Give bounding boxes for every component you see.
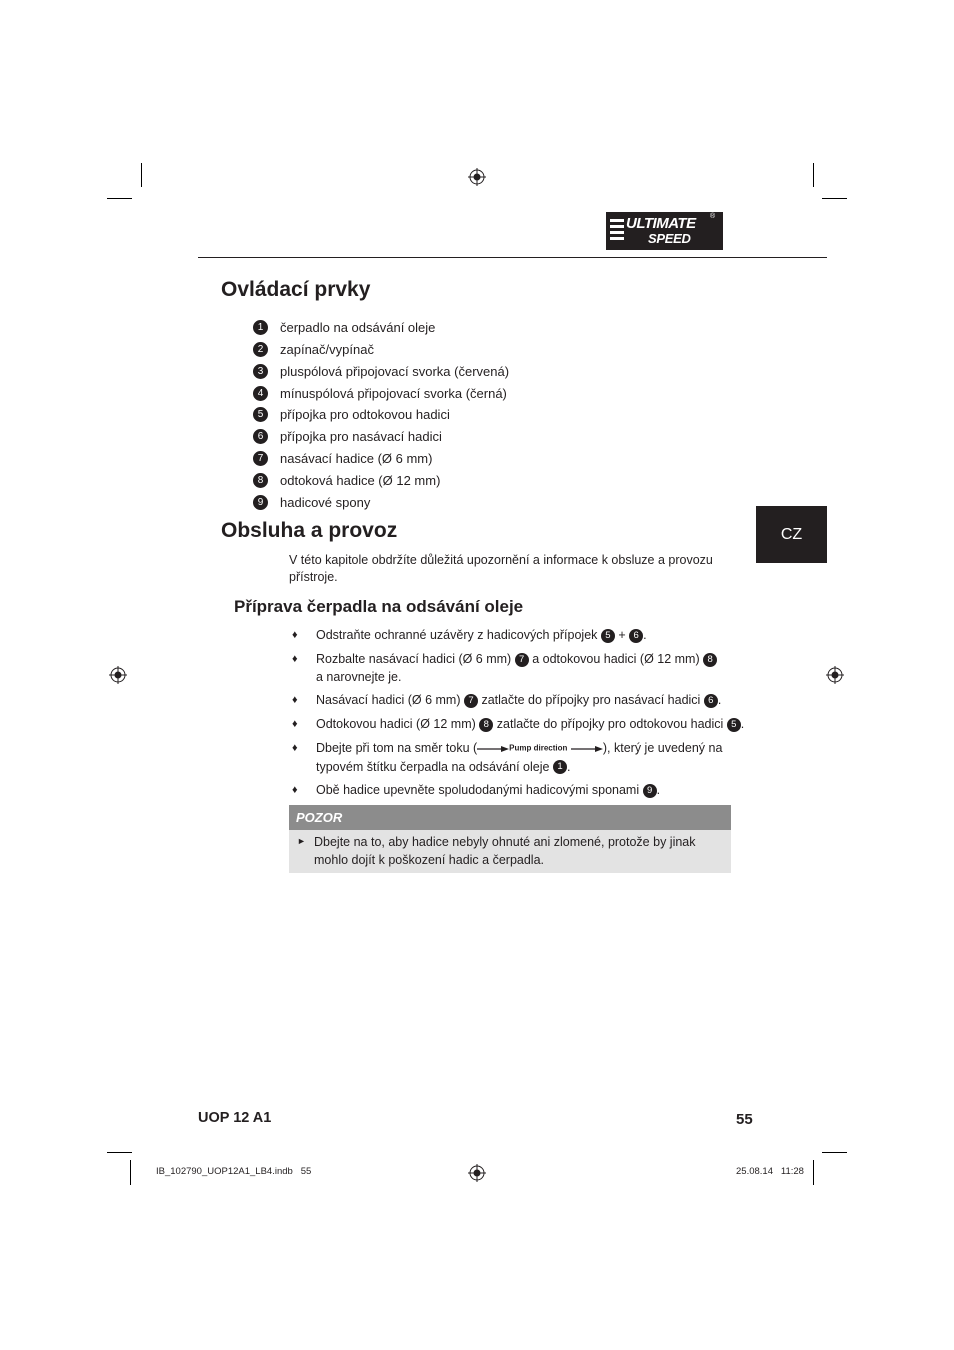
- registration-mark-icon: [468, 168, 486, 186]
- step-text: a odtokovou hadici (Ø 12 mm): [532, 652, 700, 666]
- pump-direction-label: Pump direction: [509, 743, 568, 753]
- part-label: čerpadlo na odsávání oleje: [280, 320, 436, 335]
- crop-mark: [107, 198, 132, 199]
- step-end: .: [643, 628, 647, 642]
- part-number-badge: 8: [479, 718, 493, 732]
- part-number-badge: 5: [253, 407, 268, 422]
- registration-mark-icon: [468, 1164, 486, 1182]
- bullet-icon: ♦: [292, 629, 298, 641]
- page-number: 55: [736, 1111, 753, 1128]
- logo-stripes: [610, 219, 624, 243]
- warning-title: POZOR: [296, 810, 343, 825]
- step-end: .: [656, 783, 661, 797]
- bullet-icon: ♦: [292, 653, 298, 665]
- part-number-badge: 5: [601, 629, 615, 643]
- heading-controls: Ovládací prvky: [221, 278, 371, 301]
- part-number-badge: 8: [703, 653, 717, 667]
- heading-operation: Obsluha a provoz: [221, 519, 398, 542]
- part-label: hadicové spony: [280, 495, 371, 510]
- part-number-badge: 6: [629, 629, 643, 643]
- step-text: Rozbalte nasávací hadici (Ø 6 mm): [316, 652, 512, 666]
- step-text: zatlačte do přípojky pro odtokovou hadici: [496, 717, 724, 731]
- part-number-badge: 1: [553, 760, 567, 774]
- crop-mark: [813, 163, 814, 187]
- step-text: Dbejte při tom na směr toku (: [316, 741, 478, 755]
- language-tab: CZ: [756, 506, 827, 563]
- step-end: .: [717, 693, 722, 707]
- part-number-badge: 7: [515, 653, 529, 667]
- bullet-icon: ♦: [292, 718, 298, 730]
- part-label: přípojka pro nasávací hadici: [280, 429, 442, 444]
- arrow-bullet-icon: ►: [297, 836, 306, 846]
- header-rule: [198, 257, 827, 258]
- part-number-badge: 9: [643, 784, 657, 798]
- part-number-badge: 7: [253, 451, 268, 466]
- part-label: přípojka pro odtokovou hadici: [280, 407, 450, 422]
- part-label: nasávací hadice (Ø 6 mm): [280, 451, 433, 466]
- warning-text: Dbejte na to, aby hadice nebyly ohnuté ani zlomené, protože by jinak mohlo dojít k poškození hadic a čerpadla.: [314, 835, 696, 867]
- crop-mark: [822, 1152, 847, 1153]
- step-end: .: [740, 717, 745, 731]
- step-text: Odstraňte ochranné uzávěry z hadicových přípojek: [316, 628, 598, 642]
- footer-model: UOP 12 A1: [198, 1110, 272, 1126]
- crop-mark: [813, 1160, 814, 1185]
- warning-header: [289, 805, 731, 830]
- crop-mark: [107, 1152, 132, 1153]
- crop-mark: [822, 198, 847, 199]
- part-label: zapínač/vypínač: [280, 342, 374, 357]
- bullet-icon: ♦: [292, 742, 298, 754]
- part-number-badge: 4: [253, 386, 268, 401]
- step-text: Obě hadice upevněte spoludodanými hadicovými sponami: [316, 783, 640, 797]
- step-end: .: [566, 759, 571, 774]
- flow-arrow-icon: [477, 745, 509, 753]
- step-text: ), který je uvedený na typovém štítku čerpadla na odsávání oleje: [316, 741, 723, 774]
- brand-logo: [606, 212, 723, 250]
- warning-body: [289, 830, 731, 873]
- part-number-badge: 9: [253, 495, 268, 510]
- heading-preparation: Příprava čerpadla na odsávání oleje: [234, 597, 524, 616]
- step-text: a narovnejte je.: [316, 670, 402, 684]
- part-number-badge: 6: [704, 694, 718, 708]
- part-number-badge: 3: [253, 364, 268, 379]
- part-number-badge: 1: [253, 320, 268, 335]
- logo-registered: ®: [710, 213, 716, 220]
- registration-mark-icon: [826, 666, 844, 684]
- step-plus: +: [618, 628, 626, 642]
- part-number-badge: 7: [464, 694, 478, 708]
- crop-mark: [130, 1160, 131, 1185]
- crop-mark: [141, 163, 142, 187]
- date-slug: 25.08.14 11:28: [736, 1166, 804, 1177]
- part-number-badge: 5: [727, 718, 741, 732]
- step-text: Nasávací hadici (Ø 6 mm): [316, 693, 461, 707]
- bullet-icon: ♦: [292, 784, 298, 796]
- file-slug: IB_102790_UOP12A1_LB4.indb 55: [156, 1166, 312, 1177]
- step-text: zatlačte do přípojky pro nasávací hadici: [481, 693, 701, 707]
- step-text: Odtokovou hadici (Ø 12 mm): [316, 717, 476, 731]
- part-number-badge: 2: [253, 342, 268, 357]
- part-label: mínuspólová připojovací svorka (černá): [280, 386, 507, 401]
- logo-line2: SPEED: [648, 231, 691, 246]
- part-label: odtoková hadice (Ø 12 mm): [280, 473, 441, 488]
- logo-line1: ULTIMATE: [626, 215, 696, 232]
- intro-text: V této kapitole obdržíte důležitá upozornění a informace k obsluze a provozu přístroje.: [289, 553, 713, 584]
- flow-arrow-icon: [571, 745, 603, 753]
- part-number-badge: 6: [253, 429, 268, 444]
- part-label: pluspólová připojovací svorka (červená): [280, 364, 510, 379]
- bullet-icon: ♦: [292, 694, 298, 706]
- part-number-badge: 8: [253, 473, 268, 488]
- registration-mark-icon: [109, 666, 127, 684]
